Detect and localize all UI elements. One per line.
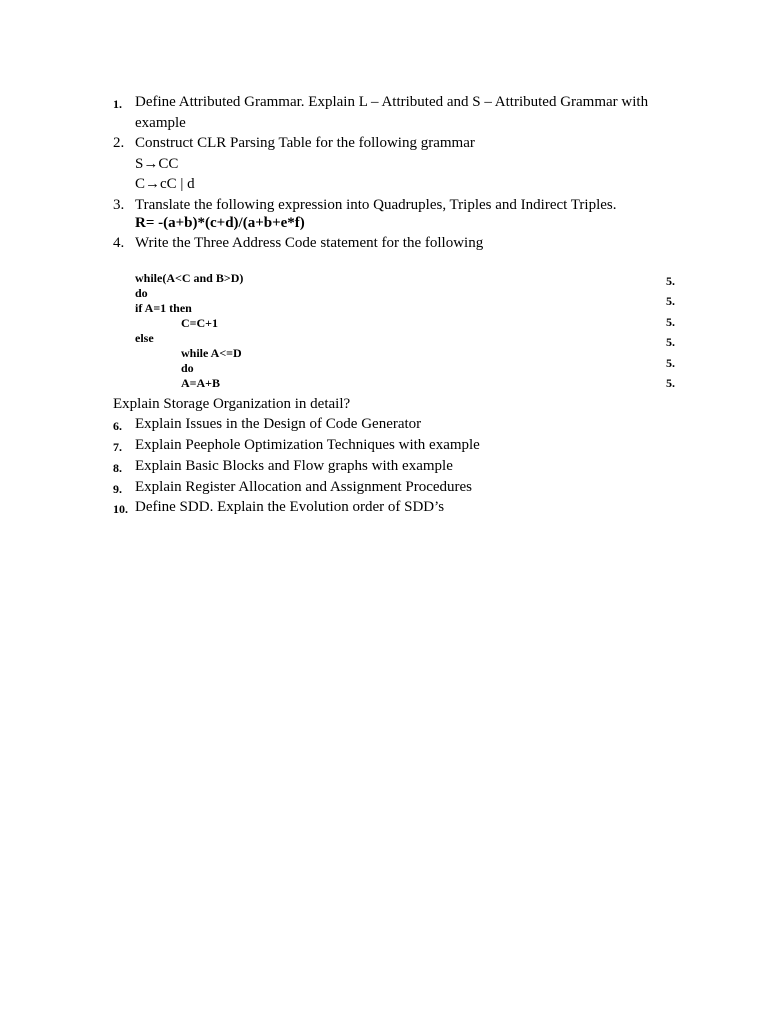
q3-text: Translate the following expression into Quadruples, Triples and Indirect Triples. xyxy=(135,197,617,213)
q1-text-line2: example xyxy=(135,115,186,131)
list-number-five-4: 5. xyxy=(666,335,675,349)
list-number-five-3: 5. xyxy=(666,315,675,329)
q2-text: Construct CLR Parsing Table for the following grammar xyxy=(135,135,475,151)
code-line-2: do xyxy=(135,286,148,300)
q4-number: 4. xyxy=(113,235,125,251)
list-number-five-1: 5. xyxy=(666,274,675,288)
q2-number: 2. xyxy=(113,135,125,151)
code-line-3: if A=1 then xyxy=(135,301,192,315)
q7-text: Explain Peephole Optimization Techniques with example xyxy=(135,437,480,453)
q1-text-line1: Define Attributed Grammar. Explain L – Attributed and S – Attributed Grammar with xyxy=(135,94,649,110)
grammar-rule-1: S→CC xyxy=(135,156,179,172)
q4-text: Write the Three Address Code statement for the following xyxy=(135,235,484,251)
q9-text: Explain Register Allocation and Assignment Procedures xyxy=(135,479,473,495)
code-line-6: while A<=D xyxy=(181,346,242,360)
q6-number: 6. xyxy=(113,419,122,433)
q5-text: Explain Storage Organization in detail? xyxy=(113,396,351,412)
q9-number: 9. xyxy=(113,482,122,496)
code-line-7: do xyxy=(181,361,194,375)
q1-number: 1. xyxy=(113,97,122,111)
q10-number: 10. xyxy=(113,502,128,516)
q7-number: 7. xyxy=(113,440,122,454)
q10-text: Define SDD. Explain the Evolution order of SDD’s xyxy=(135,499,445,515)
q6-text: Explain Issues in the Design of Code Generator xyxy=(135,416,422,432)
q3-number: 3. xyxy=(113,197,125,213)
code-line-8: A=A+B xyxy=(181,376,221,390)
list-number-five-6: 5. xyxy=(666,376,675,390)
list-number-five-5: 5. xyxy=(666,356,675,370)
code-line-5: else xyxy=(135,331,154,345)
grammar-rule-2: C→cC | d xyxy=(135,176,195,192)
code-line-4: C=C+1 xyxy=(181,316,219,330)
code-line-1: while(A<C and B>D) xyxy=(135,271,244,285)
q8-text: Explain Basic Blocks and Flow graphs with example xyxy=(135,458,453,474)
q8-number: 8. xyxy=(113,461,122,475)
list-number-five-2: 5. xyxy=(666,294,675,308)
q3-expression: R= -(a+b)*(c+d)/(a+b+e*f) xyxy=(135,215,305,231)
